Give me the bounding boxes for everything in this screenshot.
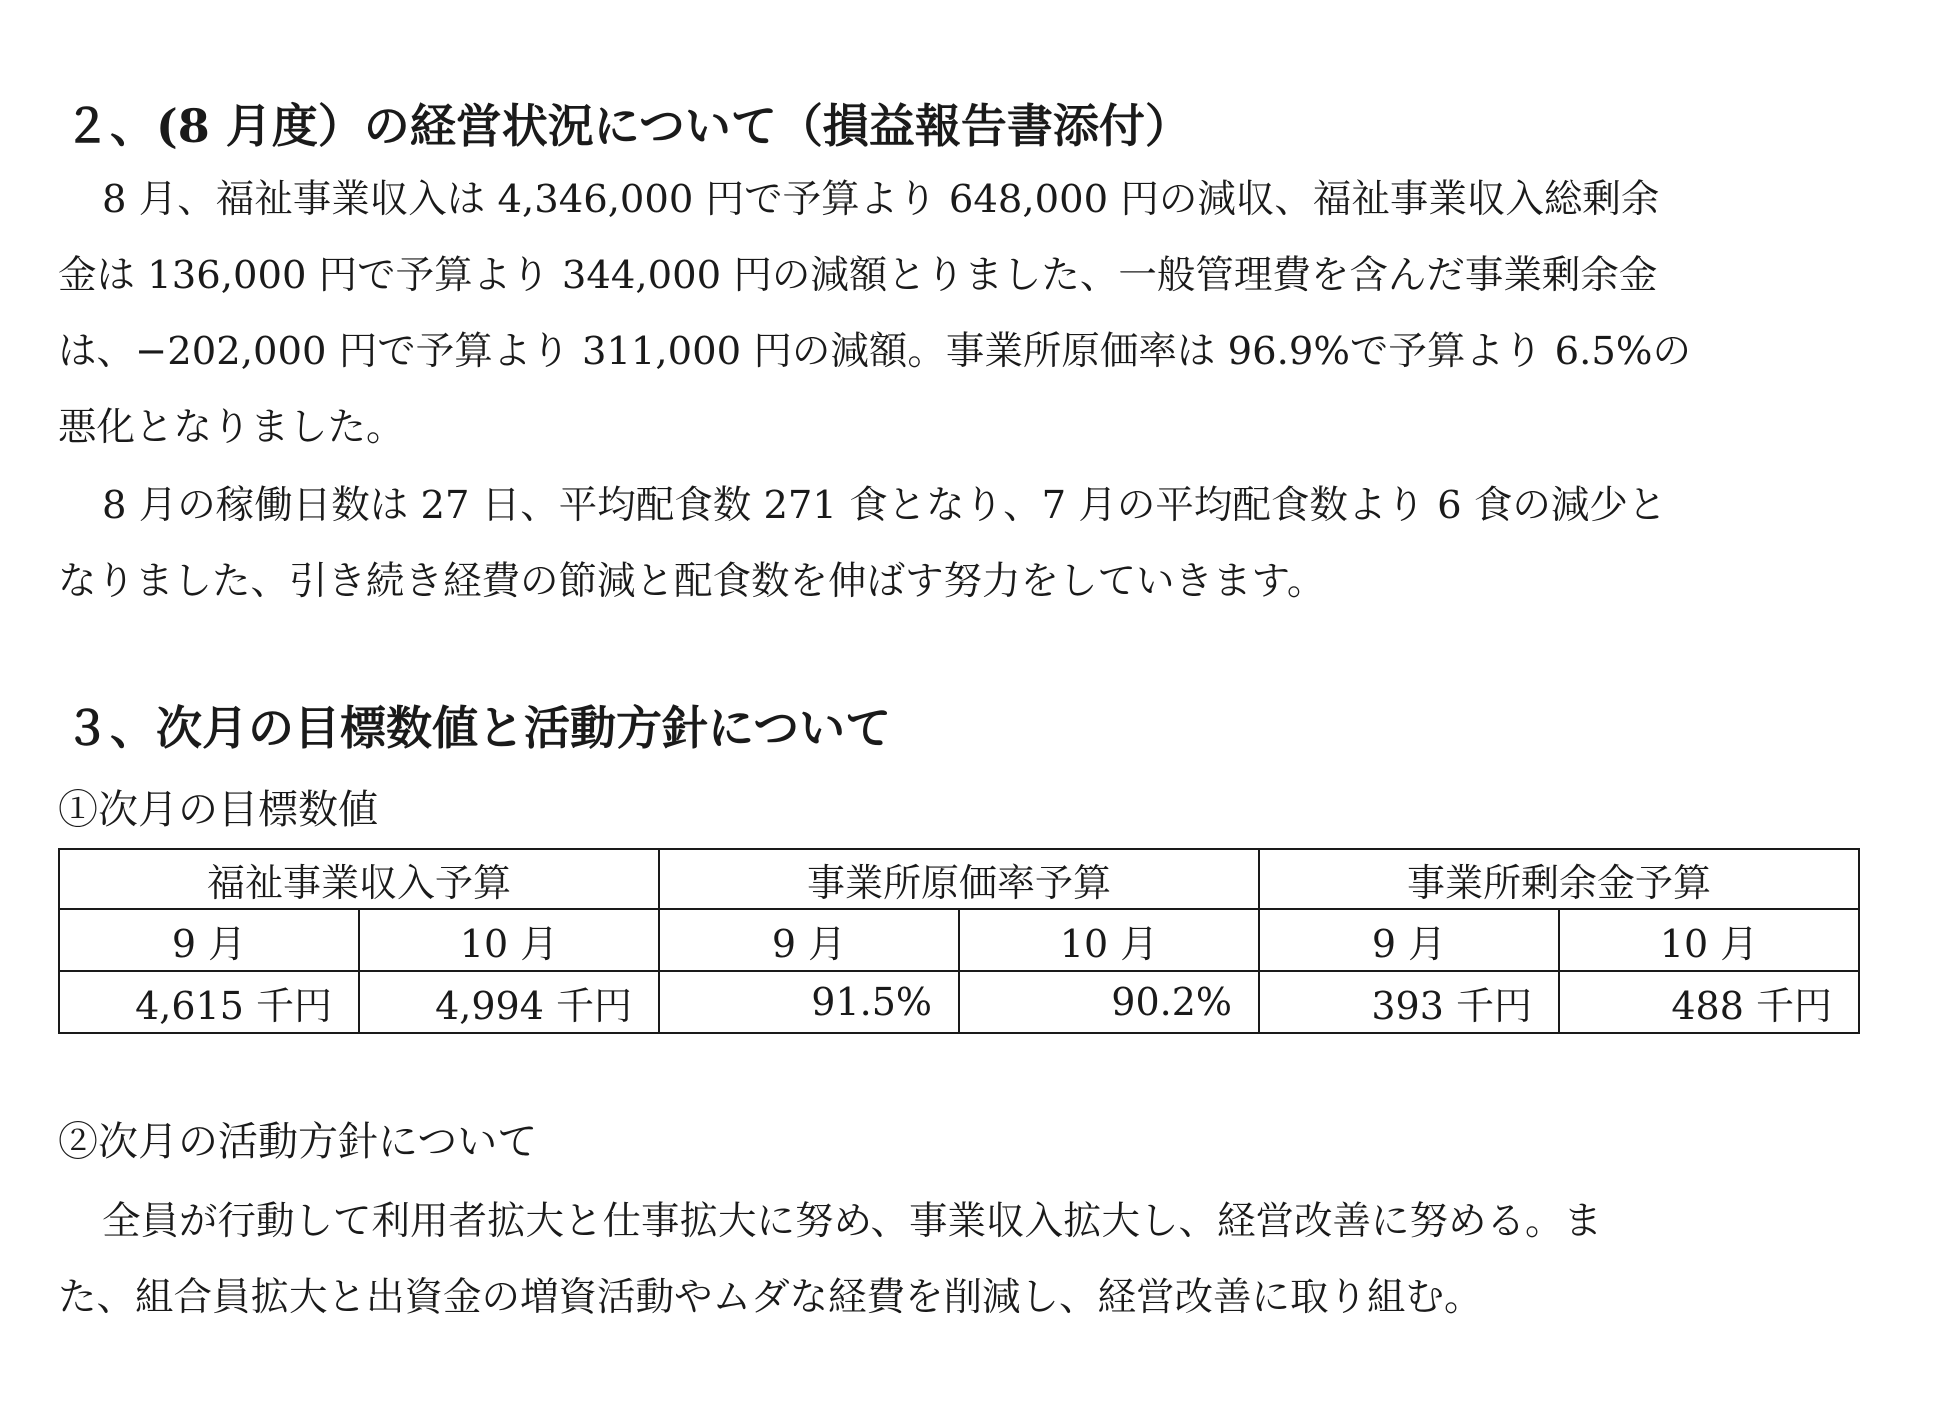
value-cell: 4,994 千円 [359, 971, 659, 1033]
paragraph-line: 8 月の稼働日数は 27 日、平均配食数 271 食となり、7 月の平均配食数より 6 食の減少と [102, 483, 1667, 528]
section2-results-paragraph [58, 162, 1858, 466]
month-cell: 10 月 [1559, 909, 1859, 971]
section3-heading: ３、次月の目標数値と活動方針について [64, 701, 892, 755]
targets-value-row [59, 971, 1859, 1033]
paragraph-line: 8 月、福祉事業収入は 4,346,000 円で予算より 648,000 円の減収、福祉事業収入総剰余 [102, 177, 1660, 222]
month-cell: 9 月 [1259, 909, 1559, 971]
group-header-cost-rate-budget: 事業所原価率予算 [659, 849, 1259, 909]
paragraph-line: 全員が行動して利用者拡大と仕事拡大に努め、事業収入拡大し、経営改善に努める。ま [102, 1199, 1602, 1244]
group-header-income-budget: 福祉事業収入予算 [59, 849, 659, 909]
policy-paragraph [58, 1184, 1858, 1336]
paragraph-line: は、−202,000 円で予算より 311,000 円の減額。事業所原価率は 96.9%で予算より 6.5%の [58, 329, 1691, 374]
group-header-surplus-budget: 事業所剰余金予算 [1259, 849, 1859, 909]
targets-subheading: ①次月の目標数値 [58, 787, 378, 833]
targets-group-header-row [59, 849, 1859, 909]
policy-subheading: ②次月の活動方針について [58, 1119, 538, 1165]
month-cell: 10 月 [359, 909, 659, 971]
value-cell: 488 千円 [1559, 971, 1859, 1033]
paragraph-line: た、組合員拡大と出資金の増資活動やムダな経費を削減し、経営改善に取り組む。 [58, 1275, 1483, 1320]
value-cell: 4,615 千円 [59, 971, 359, 1033]
value-cell: 91.5% [659, 971, 959, 1033]
paragraph-line: なりました、引き続き経費の節減と配食数を伸ばす努力をしていきます。 [58, 559, 1326, 604]
value-cell: 90.2% [959, 971, 1259, 1033]
month-cell: 9 月 [59, 909, 359, 971]
targets-table [58, 848, 1860, 1034]
paragraph-line: 悪化となりました。 [58, 405, 405, 450]
paragraph-line: 金は 136,000 円で予算より 344,000 円の減額とりました、一般管理費を含んだ事業剰余金 [58, 253, 1658, 298]
section2-heading: ２、(8 月度）の経営状況について（損益報告書添付） [64, 99, 1191, 153]
section2-operating-days-paragraph [58, 468, 1858, 620]
value-cell: 393 千円 [1259, 971, 1559, 1033]
month-cell: 9 月 [659, 909, 959, 971]
month-cell: 10 月 [959, 909, 1259, 971]
targets-month-row [59, 909, 1859, 971]
